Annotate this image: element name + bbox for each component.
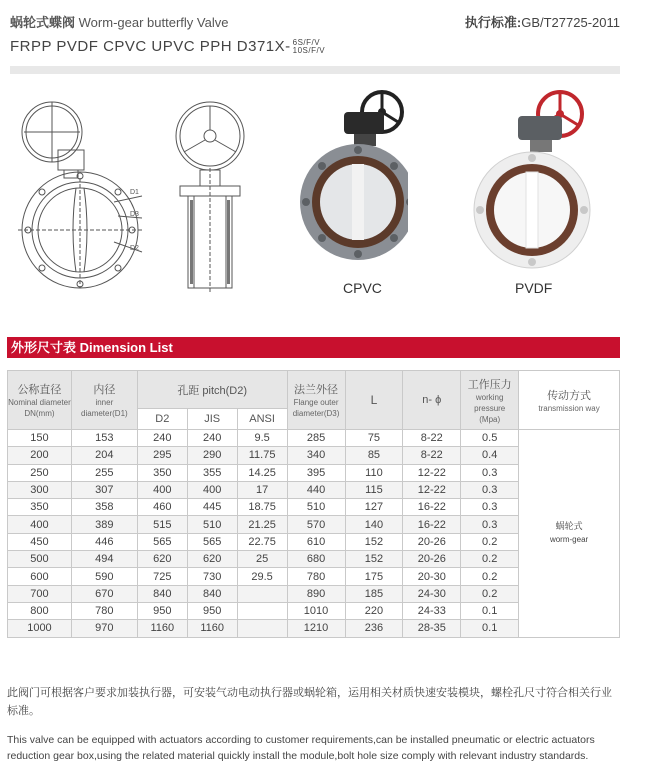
table-cell: 725 [137,568,187,585]
table-cell: 840 [187,585,237,602]
table-body [8,430,620,638]
table-cell: 240 [187,430,237,447]
table-cell: 25 [237,551,287,568]
table-cell: 0.2 [461,533,519,550]
table-row [8,430,620,447]
table-cell: 22.75 [237,533,287,550]
table-cell: 1010 [287,602,345,619]
table-cell: 8-22 [403,430,461,447]
table-cell: 460 [137,499,187,516]
table-cell: 570 [287,516,345,533]
side-view-drawing [160,98,260,294]
table-cell: 24-33 [403,602,461,619]
table-cell: 950 [187,602,237,619]
table-cell: 285 [287,430,345,447]
table-cell: 350 [137,464,187,481]
table-cell: 290 [187,447,237,464]
table-cell: 1160 [137,620,187,637]
table-cell: 16-22 [403,516,461,533]
table-cell: 295 [137,447,187,464]
table-cell: 510 [287,499,345,516]
table-cell: 0.1 [461,602,519,619]
table-cell: 840 [137,585,187,602]
table-cell: 440 [287,481,345,498]
standard [465,12,620,31]
pvdf-label: PVDF [515,280,553,296]
table-cell: 152 [345,551,403,568]
table-cell: 400 [187,481,237,498]
table-cell: 340 [287,447,345,464]
table-cell: 1160 [187,620,237,637]
table-cell: 620 [137,551,187,568]
table-cell: 600 [8,568,72,585]
table-cell: 590 [71,568,137,585]
table-cell: 565 [137,533,187,550]
table-cell: 250 [8,464,72,481]
table-cell: 355 [187,464,237,481]
transmission-cn: 蜗轮式 [555,521,583,532]
table-cell: 20-26 [403,551,461,568]
product-images [10,84,620,314]
table-cell: 500 [8,551,72,568]
transmission-en: worm-gear [549,535,589,545]
table-cell: 29.5 [237,568,287,585]
model-suffix [293,39,325,55]
header-pitch: 孔距 pitch(D2) [137,371,287,409]
front-view-drawing [14,92,154,292]
table-cell: 17 [237,481,287,498]
transmission-cell [519,430,620,638]
table-cell: 204 [71,447,137,464]
table-cell: 0.1 [461,620,519,637]
cpvc-label: CPVC [343,280,382,296]
table-cell: 11.75 [237,447,287,464]
table-cell: 970 [71,620,137,637]
table-cell: 450 [8,533,72,550]
table-cell: 890 [287,585,345,602]
label-d2: D2 [130,245,139,252]
cpvc-valve-photo [298,84,408,264]
table-cell: 12-22 [403,481,461,498]
table-cell: 800 [8,602,72,619]
header-ansi: ANSI [237,409,287,430]
header-transmission: 传动方式 transmission way [519,371,620,430]
table-cell: 85 [345,447,403,464]
table-cell: 24-30 [403,585,461,602]
header [10,10,620,62]
header-jis: JIS [187,409,237,430]
table-cell: 20-30 [403,568,461,585]
table-cell: 515 [137,516,187,533]
table-cell: 0.3 [461,499,519,516]
table-cell: 446 [71,533,137,550]
table-cell: 730 [187,568,237,585]
table-cell: 0.2 [461,551,519,568]
title-line [10,12,228,31]
table-cell: 0.3 [461,481,519,498]
table-cell: 75 [345,430,403,447]
table-cell: 0.4 [461,447,519,464]
label-d3: D3 [130,211,139,218]
table-cell [237,585,287,602]
table-cell: 110 [345,464,403,481]
table-cell: 780 [71,602,137,619]
table-cell: 12-22 [403,464,461,481]
table-cell: 16-22 [403,499,461,516]
table-cell: 1000 [8,620,72,637]
header-d3: 法兰外径 Flange outer diameter(D3) [287,371,345,430]
table-cell: 1210 [287,620,345,637]
table-cell: 445 [187,499,237,516]
table-cell: 565 [187,533,237,550]
table-cell: 358 [71,499,137,516]
table-cell: 680 [287,551,345,568]
materials: FRPP PVDF CPVC UPVC PPH D371X- [10,38,291,55]
table-cell: 153 [71,430,137,447]
table-cell: 400 [8,516,72,533]
title-en: Worm-gear butterfly Valve [78,15,229,30]
pvdf-valve-photo [472,84,592,270]
table-cell: 494 [71,551,137,568]
table-cell: 115 [345,481,403,498]
table-cell: 220 [345,602,403,619]
table-cell: 0.5 [461,430,519,447]
table-cell: 0.3 [461,464,519,481]
table-cell: 395 [287,464,345,481]
table-cell: 350 [8,499,72,516]
description-cn: 此阀门可根据客户要求加装执行器，可安装气动电动执行器或蜗轮箱，运用相关材质快速安装模块，螺栓孔尺寸符合相关行业标准。 [7,687,612,717]
suffix-top: 6S/F/V [292,38,321,47]
table-cell: 240 [137,430,187,447]
table-cell: 14.25 [237,464,287,481]
table-cell: 610 [287,533,345,550]
header-l: L [345,371,403,430]
table-cell: 700 [8,585,72,602]
header-d2: D2 [137,409,187,430]
table-cell: 21.25 [237,516,287,533]
table-cell: 0.2 [461,568,519,585]
header-divider [10,66,620,74]
table-cell: 28-35 [403,620,461,637]
table-cell: 20-26 [403,533,461,550]
table-cell: 400 [137,481,187,498]
standard-code: GB/T27725-2011 [521,15,620,30]
table-cell: 0.3 [461,516,519,533]
table-cell: 236 [345,620,403,637]
table-cell: 780 [287,568,345,585]
standard-label: 执行标准: [464,15,522,30]
table-cell: 620 [187,551,237,568]
table-cell: 9.5 [237,430,287,447]
table-cell: 0.2 [461,585,519,602]
label-d1: D1 [130,189,139,196]
table-cell: 200 [8,447,72,464]
table-cell: 152 [345,533,403,550]
table-cell: 389 [71,516,137,533]
header-dn: 公称直径 Nominal diameter DN(mm) [8,371,72,430]
table-cell [237,620,287,637]
table-cell: 510 [187,516,237,533]
table-cell: 127 [345,499,403,516]
suffix-bottom: 10S/F/V [292,46,326,55]
materials-line [10,38,325,55]
table-cell: 255 [71,464,137,481]
header-working-pressure: 工作压力 working pressure (Mpa) [461,371,519,430]
table-cell: 175 [345,568,403,585]
description-en: This valve can be equipped with actuators according to customer requirements,can be installed pneumatic or electric actuators reduction gear box,using the related material quickly install the module,bolt hole size comply with relevant industry standards. [7,734,595,762]
table-cell: 18.75 [237,499,287,516]
title-cn: 蜗轮式蝶阀 [10,15,76,30]
table-cell [237,602,287,619]
header-d1: 内径 inner diameter(D1) [71,371,137,430]
dimension-table [7,370,620,638]
table-cell: 307 [71,481,137,498]
table-cell: 950 [137,602,187,619]
table-cell: 8-22 [403,447,461,464]
section-title: 外形尺寸表 Dimension List [7,337,620,358]
table-cell: 185 [345,585,403,602]
table-cell: 140 [345,516,403,533]
table-cell: 150 [8,430,72,447]
header-n: n- ϕ [403,371,461,430]
table-cell: 670 [71,585,137,602]
table-cell: 300 [8,481,72,498]
